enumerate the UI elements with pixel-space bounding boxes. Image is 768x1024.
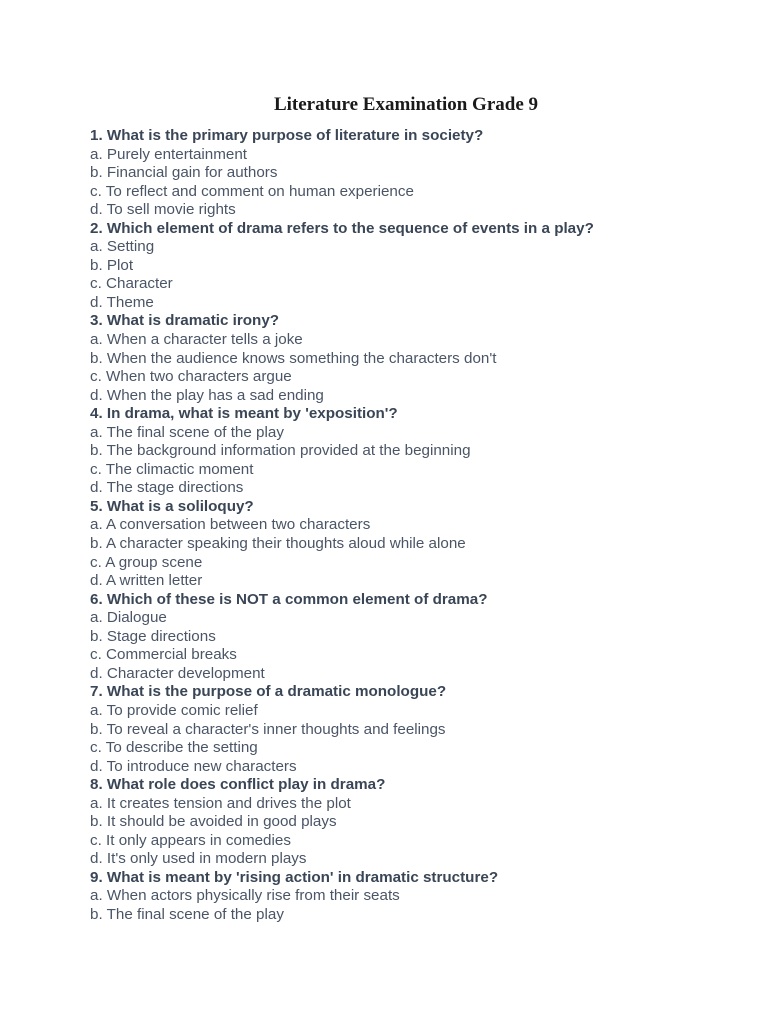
answer-option: a. A conversation between two characters bbox=[90, 516, 371, 534]
answer-option: c. It only appears in comedies bbox=[90, 831, 291, 849]
question-block bbox=[90, 127, 750, 220]
question-text: 7. What is the purpose of a dramatic monologue? bbox=[90, 683, 447, 701]
answer-option: c. A group scene bbox=[90, 553, 203, 571]
answer-option: d. Character development bbox=[90, 664, 265, 682]
answer-option: b. Financial gain for authors bbox=[90, 164, 278, 182]
answer-option: b. It should be avoided in good plays bbox=[90, 813, 337, 831]
question-list bbox=[90, 127, 750, 925]
answer-option: d. A written letter bbox=[90, 572, 203, 590]
answer-option: d. It's only used in modern plays bbox=[90, 850, 307, 868]
answer-option: b. Plot bbox=[90, 256, 134, 274]
answer-option: a. When a character tells a joke bbox=[90, 331, 303, 349]
answer-option: b. Stage directions bbox=[90, 627, 216, 645]
answer-option: d. To sell movie rights bbox=[90, 201, 236, 219]
answer-option: c. To reflect and comment on human experience bbox=[90, 182, 414, 200]
question-block bbox=[90, 405, 750, 498]
answer-option: c. Character bbox=[90, 275, 173, 293]
answer-option: b. When the audience knows something the characters don't bbox=[90, 349, 497, 367]
question-text: 3. What is dramatic irony? bbox=[90, 312, 280, 330]
question-text: 6. Which of these is NOT a common element of drama? bbox=[90, 590, 488, 608]
exam-title: Literature Examination Grade 9 bbox=[273, 94, 539, 115]
answer-option: a. The final scene of the play bbox=[90, 423, 284, 441]
question-text: 1. What is the primary purpose of literature in society? bbox=[90, 127, 484, 144]
answer-option: b. To reveal a character's inner thoughts and feelings bbox=[90, 720, 446, 738]
answer-option: c. Commercial breaks bbox=[90, 646, 237, 664]
question-block bbox=[90, 312, 750, 405]
question-text: 2. Which element of drama refers to the sequence of events in a play? bbox=[90, 219, 594, 237]
answer-option: d. Theme bbox=[90, 293, 154, 311]
answer-option: d. To introduce new characters bbox=[90, 757, 297, 775]
answer-option: d. The stage directions bbox=[90, 479, 244, 497]
question-text: 5. What is a soliloquy? bbox=[90, 497, 254, 515]
question-block bbox=[90, 591, 750, 684]
answer-option: b. A character speaking their thoughts aloud while alone bbox=[90, 535, 466, 553]
question-block bbox=[90, 869, 750, 925]
answer-option: c. To describe the setting bbox=[90, 739, 258, 757]
question-text: 8. What role does conflict play in drama? bbox=[90, 776, 386, 794]
answer-option: a. When actors physically rise from their seats bbox=[90, 887, 400, 905]
question-text: 9. What is meant by 'rising action' in dramatic structure? bbox=[90, 868, 499, 886]
answer-option: a. Setting bbox=[90, 238, 155, 256]
answer-option: b. The final scene of the play bbox=[90, 905, 284, 923]
question-block bbox=[90, 498, 750, 591]
answer-option: c. When two characters argue bbox=[90, 368, 292, 386]
answer-option: b. The background information provided at the beginning bbox=[90, 442, 471, 460]
answer-option: c. The climactic moment bbox=[90, 460, 254, 478]
question-block bbox=[90, 220, 750, 313]
answer-option: a. To provide comic relief bbox=[90, 701, 258, 719]
answer-option: d. When the play has a sad ending bbox=[90, 386, 324, 404]
question-text: 4. In drama, what is meant by 'exposition'? bbox=[90, 405, 398, 423]
question-block bbox=[90, 776, 750, 869]
question-block bbox=[90, 683, 750, 776]
answer-option: a. It creates tension and drives the plot bbox=[90, 794, 351, 812]
answer-option: a. Purely entertainment bbox=[90, 145, 248, 163]
answer-option: a. Dialogue bbox=[90, 609, 167, 627]
